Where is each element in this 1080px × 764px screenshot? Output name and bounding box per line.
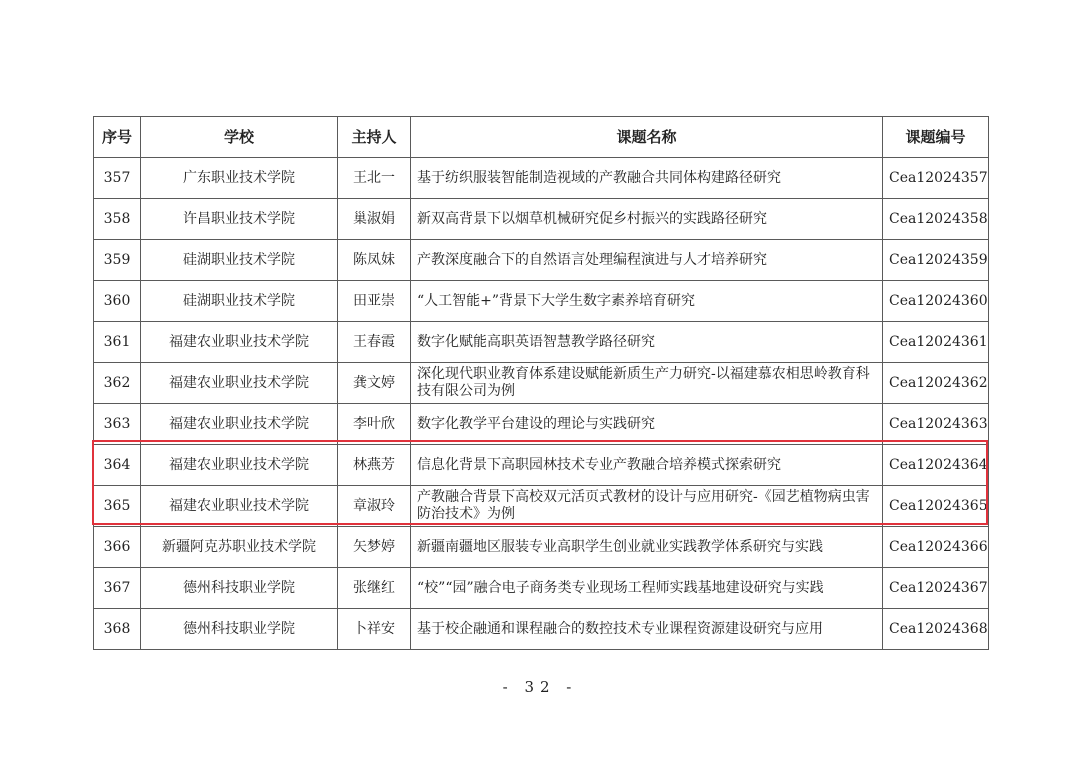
cell-serial-number: 368 — [94, 609, 141, 650]
table-row — [94, 281, 989, 322]
header-school: 学校 — [141, 117, 338, 158]
cell-project-code: Cea12024364 — [883, 445, 989, 486]
cell-serial-number: 363 — [94, 404, 141, 445]
cell-host: 张继红 — [338, 568, 411, 609]
header-project-code: 课题编号 — [883, 117, 989, 158]
header-host: 主持人 — [338, 117, 411, 158]
cell-school: 福建农业职业技术学院 — [141, 322, 338, 363]
cell-project-code: Cea12024367 — [883, 568, 989, 609]
cell-school: 许昌职业技术学院 — [141, 199, 338, 240]
cell-project-code: Cea12024359 — [883, 240, 989, 281]
table-row — [94, 322, 989, 363]
table-row — [94, 199, 989, 240]
table-row — [94, 445, 989, 486]
cell-project-title: 信息化背景下高职园林技术专业产教融合培养模式探索研究 — [411, 445, 883, 486]
cell-school: 福建农业职业技术学院 — [141, 486, 338, 527]
page-number: - 32 - — [502, 678, 578, 696]
cell-project-code: Cea12024368 — [883, 609, 989, 650]
cell-serial-number: 367 — [94, 568, 141, 609]
cell-school: 硅湖职业技术学院 — [141, 281, 338, 322]
cell-host: 林燕芳 — [338, 445, 411, 486]
cell-host: 陈凤妹 — [338, 240, 411, 281]
cell-serial-number: 360 — [94, 281, 141, 322]
cell-project-code: Cea12024357 — [883, 158, 989, 199]
cell-host: 卜祥安 — [338, 609, 411, 650]
cell-project-title: 基于纺织服装智能制造视域的产教融合共同体构建路径研究 — [411, 158, 883, 199]
cell-host: 田亚崇 — [338, 281, 411, 322]
cell-project-code: Cea12024361 — [883, 322, 989, 363]
table-row — [94, 568, 989, 609]
cell-serial-number: 365 — [94, 486, 141, 527]
cell-school: 德州科技职业学院 — [141, 609, 338, 650]
cell-project-title: 新疆南疆地区服装专业高职学生创业就业实践教学体系研究与实践 — [411, 527, 883, 568]
table-row — [94, 404, 989, 445]
cell-project-code: Cea12024360 — [883, 281, 989, 322]
table-row — [94, 240, 989, 281]
cell-project-code: Cea12024366 — [883, 527, 989, 568]
table-row — [94, 609, 989, 650]
cell-project-title: 数字化教学平台建设的理论与实践研究 — [411, 404, 883, 445]
cell-host: 王北一 — [338, 158, 411, 199]
cell-serial-number: 361 — [94, 322, 141, 363]
cell-project-code: Cea12024358 — [883, 199, 989, 240]
cell-project-title: 产教融合背景下高校双元活页式教材的设计与应用研究-《园艺植物病虫害防治技术》为例 — [411, 486, 883, 527]
cell-project-code: Cea12024365 — [883, 486, 989, 527]
cell-host: 矢梦婷 — [338, 527, 411, 568]
cell-school: 福建农业职业技术学院 — [141, 363, 338, 404]
cell-project-title: 新双高背景下以烟草机械研究促乡村振兴的实践路径研究 — [411, 199, 883, 240]
cell-host: 龚文婷 — [338, 363, 411, 404]
cell-school: 新疆阿克苏职业技术学院 — [141, 527, 338, 568]
cell-project-title: “校”“园”融合电子商务类专业现场工程师实践基地建设研究与实践 — [411, 568, 883, 609]
cell-school: 德州科技职业学院 — [141, 568, 338, 609]
cell-project-title: 数字化赋能高职英语智慧教学路径研究 — [411, 322, 883, 363]
table-row — [94, 486, 989, 527]
table-header-row — [94, 117, 989, 158]
cell-school: 广东职业技术学院 — [141, 158, 338, 199]
cell-host: 巢淑娟 — [338, 199, 411, 240]
cell-host: 李叶欣 — [338, 404, 411, 445]
table-row — [94, 158, 989, 199]
table-row — [94, 527, 989, 568]
cell-serial-number: 366 — [94, 527, 141, 568]
cell-project-title: 深化现代职业教育体系建设赋能新质生产力研究-以福建慕农相思岭教育科技有限公司为例 — [411, 363, 883, 404]
cell-project-title: “人工智能+”背景下大学生数字素养培育研究 — [411, 281, 883, 322]
cell-serial-number: 359 — [94, 240, 141, 281]
project-table — [93, 116, 989, 650]
cell-project-code: Cea12024362 — [883, 363, 989, 404]
cell-host: 王春霞 — [338, 322, 411, 363]
cell-school: 福建农业职业技术学院 — [141, 404, 338, 445]
header-project-title: 课题名称 — [411, 117, 883, 158]
table-row — [94, 363, 989, 404]
cell-school: 福建农业职业技术学院 — [141, 445, 338, 486]
header-serial-number: 序号 — [94, 117, 141, 158]
cell-project-code: Cea12024363 — [883, 404, 989, 445]
cell-serial-number: 358 — [94, 199, 141, 240]
cell-serial-number: 362 — [94, 363, 141, 404]
cell-project-title: 基于校企融通和课程融合的数控技术专业课程资源建设研究与应用 — [411, 609, 883, 650]
cell-serial-number: 364 — [94, 445, 141, 486]
cell-host: 章淑玲 — [338, 486, 411, 527]
cell-project-title: 产教深度融合下的自然语言处理编程演进与人才培养研究 — [411, 240, 883, 281]
cell-school: 硅湖职业技术学院 — [141, 240, 338, 281]
cell-serial-number: 357 — [94, 158, 141, 199]
